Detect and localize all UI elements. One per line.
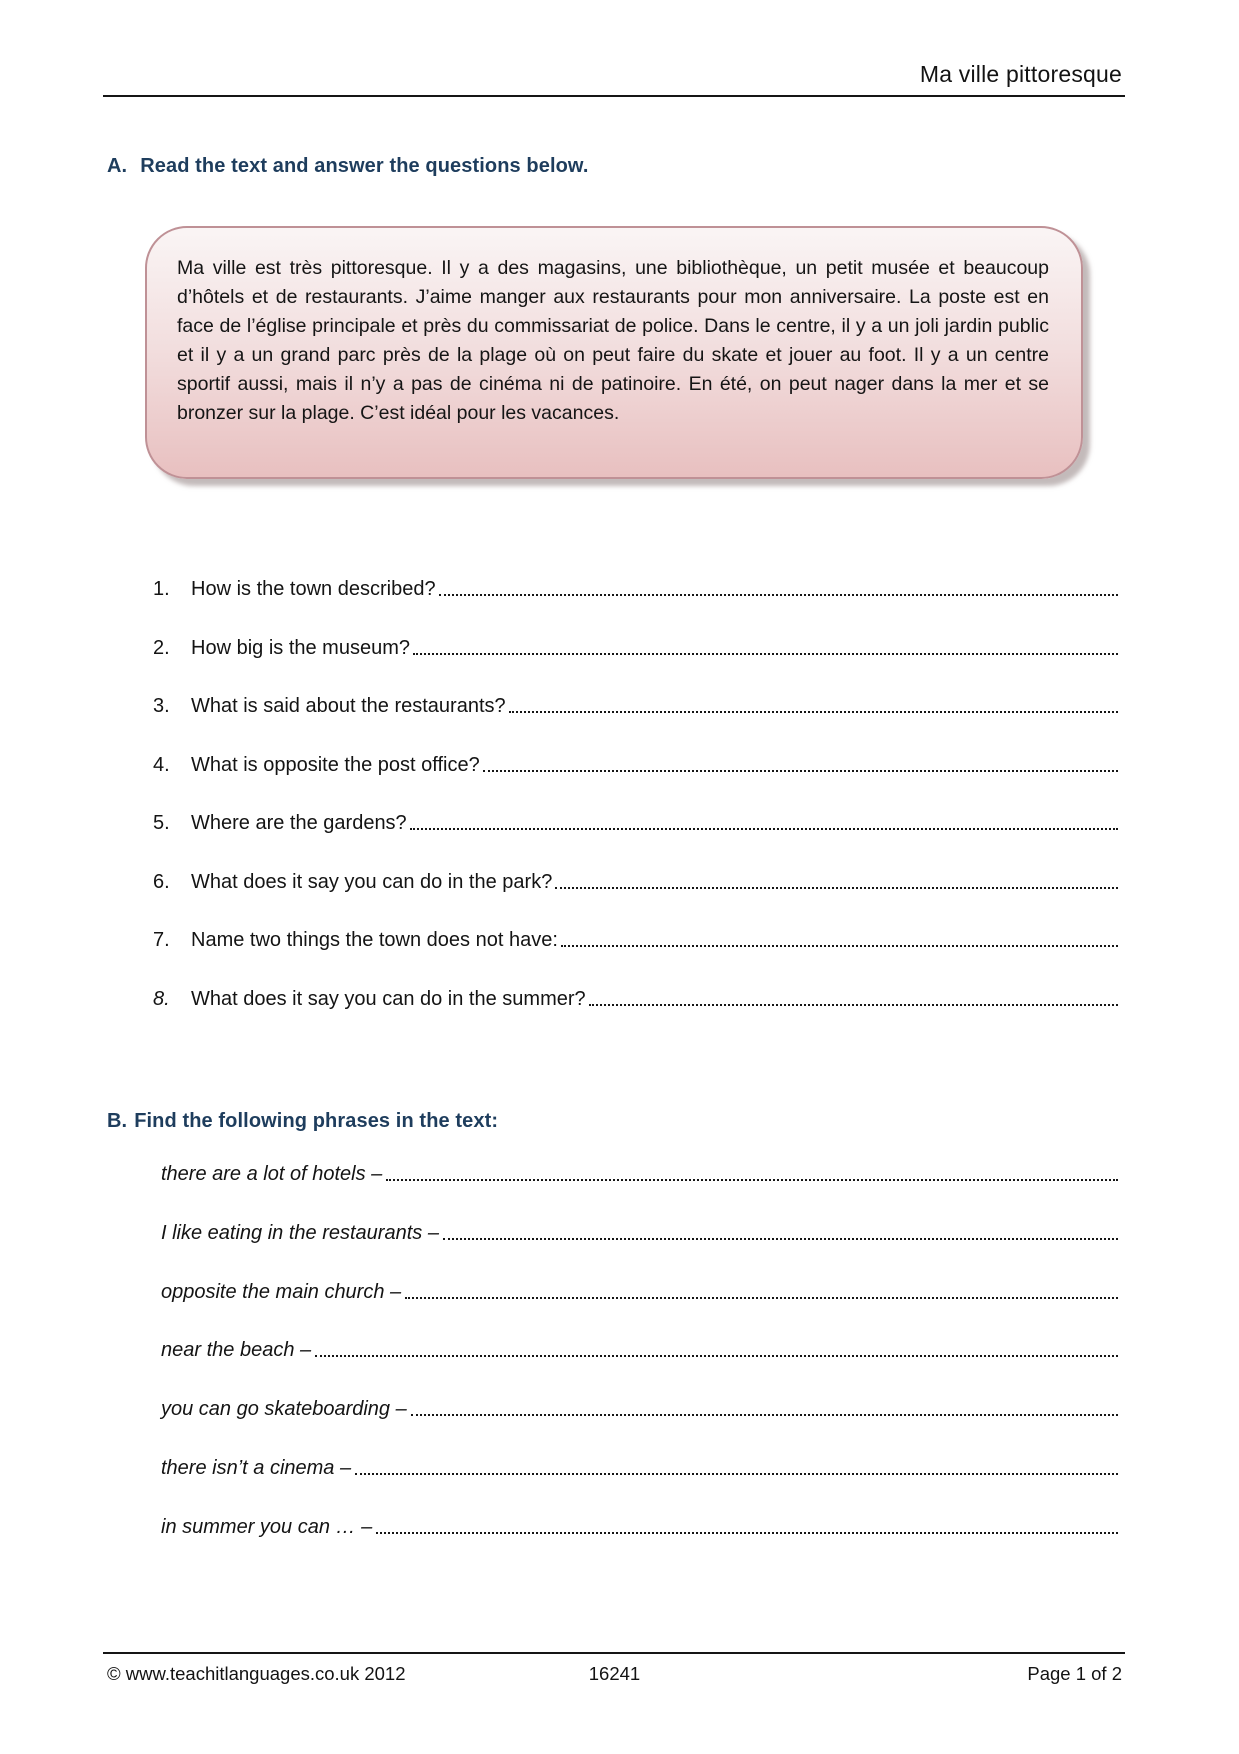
question-text: What does it say you can do in the park? xyxy=(191,870,553,893)
answer-line xyxy=(386,1179,1118,1181)
answer-line xyxy=(443,1238,1118,1240)
question-text: What does it say you can do in the summer? xyxy=(191,987,586,1010)
question-number: 4. xyxy=(153,753,170,776)
answer-line xyxy=(355,1473,1118,1475)
phrase-row xyxy=(161,1398,1118,1424)
question-row xyxy=(153,988,1118,1014)
section-a-heading-text: Read the text and answer the questions below. xyxy=(140,155,589,177)
phrase-text: near the beach – xyxy=(161,1339,312,1362)
answer-line xyxy=(483,770,1118,772)
question-row xyxy=(153,637,1118,663)
answer-line xyxy=(413,653,1118,655)
question-text: Name two things the town does not have: xyxy=(191,929,558,951)
phrase-row xyxy=(161,1163,1118,1189)
footer-rule xyxy=(103,1652,1125,1654)
answer-line xyxy=(439,594,1118,596)
question-text: How is the town described? xyxy=(191,578,436,600)
phrase-row xyxy=(161,1516,1118,1542)
document-title: Ma ville pittoresque xyxy=(919,61,1122,87)
footer-doc-id: 16241 xyxy=(588,1663,641,1684)
question-row xyxy=(153,578,1118,604)
phrase-row xyxy=(161,1457,1118,1483)
answer-line xyxy=(405,1297,1118,1299)
question-number: 8. xyxy=(153,987,170,1010)
answer-line xyxy=(561,945,1118,947)
phrase-row xyxy=(161,1222,1118,1248)
section-b-heading-text: Find the following phrases in the text: xyxy=(134,1110,499,1132)
section-b-label: B. xyxy=(107,1110,128,1132)
question-text: What is opposite the post office? xyxy=(191,753,480,776)
question-number: 7. xyxy=(153,929,170,951)
reading-passage-box xyxy=(145,226,1083,479)
question-row xyxy=(153,871,1118,897)
question-row xyxy=(153,695,1118,721)
phrase-row xyxy=(161,1339,1118,1365)
header-rule xyxy=(103,95,1125,97)
questions-list xyxy=(153,578,1118,1046)
answer-line xyxy=(315,1355,1118,1357)
answer-line xyxy=(376,1532,1118,1534)
question-row xyxy=(153,929,1118,955)
phrase-row xyxy=(161,1281,1118,1307)
phrase-text: I like eating in the restaurants – xyxy=(161,1221,439,1244)
footer-copyright: © www.teachitlanguages.co.uk 2012 xyxy=(107,1663,406,1684)
phrases-list xyxy=(161,1163,1118,1575)
question-number: 3. xyxy=(153,695,170,717)
passage-text: Ma ville est très pittoresque. Il y a des magasins, une bibliothèque, un petit musée et beaucoup d’hôtels et de restaurants. J’aime manger aux restaurants pour mon anniversaire. La poste est en face de l’église principale et près du commissariat de police. Dans le centre, il y a un joli jardin public et il y a un grand parc près de la plage où on peut faire du skate et jouer au foot. Il y a un centre sportif aussi, mais il n’y a pas de cinéma ni de patinoire. En été, on peut nager dans la mer et se bronzer sur la plage. C’est idéal pour les vacances. xyxy=(177,257,1049,424)
answer-line xyxy=(589,1004,1118,1006)
question-text: How big is the museum? xyxy=(191,636,410,659)
answer-line xyxy=(411,1414,1118,1416)
question-text: What is said about the restaurants? xyxy=(191,695,506,717)
phrase-text: in summer you can … – xyxy=(161,1515,373,1538)
question-row xyxy=(153,754,1118,780)
answer-line xyxy=(555,887,1118,889)
phrase-text: there isn’t a cinema – xyxy=(161,1456,352,1479)
section-a-heading xyxy=(107,155,589,178)
phrase-text: opposite the main church – xyxy=(161,1280,402,1303)
question-number: 2. xyxy=(153,636,170,659)
question-row xyxy=(153,812,1118,838)
phrase-text: you can go skateboarding – xyxy=(161,1398,407,1421)
question-text: Where are the gardens? xyxy=(191,812,407,834)
phrase-text: there are a lot of hotels – xyxy=(161,1163,383,1185)
footer-page-number: Page 1 of 2 xyxy=(1027,1663,1122,1684)
answer-line xyxy=(509,711,1118,713)
section-b-heading xyxy=(107,1110,498,1133)
answer-line xyxy=(410,828,1118,830)
question-number: 1. xyxy=(153,578,170,600)
question-number: 5. xyxy=(153,812,170,834)
section-a-label: A. xyxy=(107,155,128,177)
question-number: 6. xyxy=(153,870,170,893)
